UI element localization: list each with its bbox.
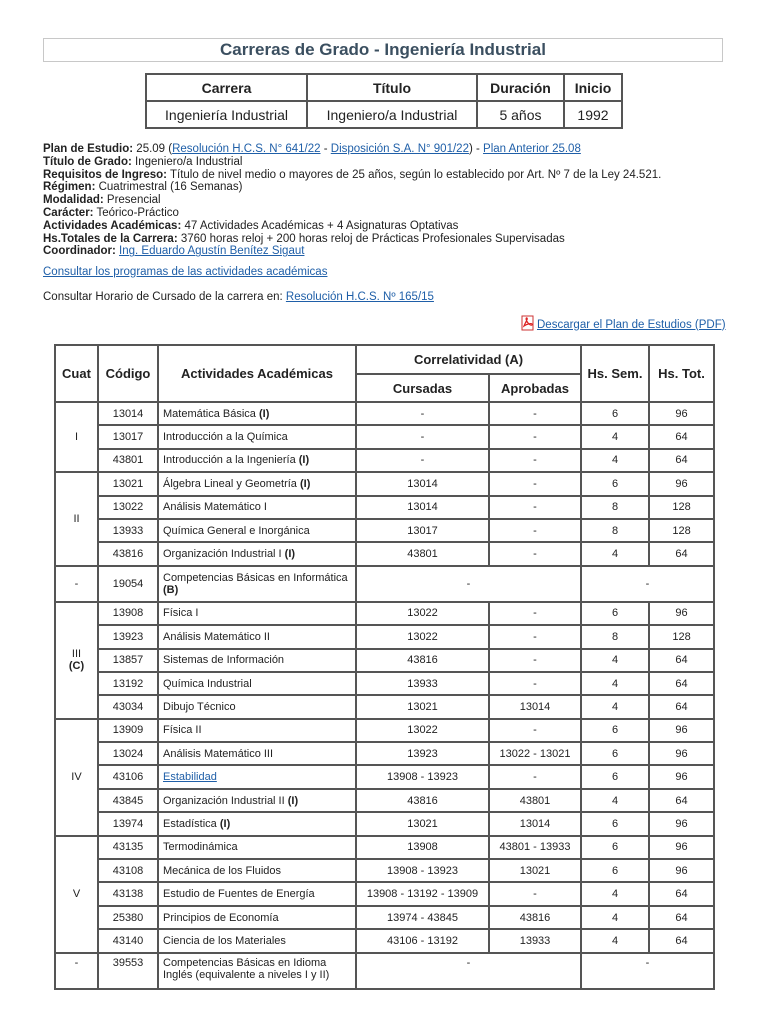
- info-coordinador: Coordinador: Ing. Eduardo Agustín Benítez Sigaut: [43, 245, 305, 258]
- table-row: [55, 425, 714, 448]
- cuat-cell: V: [55, 836, 98, 953]
- table-row: [55, 566, 714, 602]
- codigo-cell: 13933: [98, 519, 158, 542]
- cuat-cell: I: [55, 402, 98, 472]
- actividad-cell: Estudio de Fuentes de Energía: [158, 882, 356, 905]
- hs-sem-cell: 6: [581, 742, 649, 765]
- programas-line: [43, 266, 327, 278]
- hs-tot-cell: 128: [649, 625, 714, 648]
- info-actividades: Actividades Académicas: 47 Actividades Académicas + 4 Asignaturas Optativas: [43, 219, 459, 232]
- cursadas-cell: -: [356, 425, 489, 448]
- hs-tot-cell: 128: [649, 496, 714, 519]
- cursadas-cell: 13017: [356, 519, 489, 542]
- table-row: [55, 649, 714, 672]
- codigo-cell: 25380: [98, 906, 158, 929]
- codigo-cell: 13022: [98, 496, 158, 519]
- actividad-cell: Dibujo Técnico: [158, 695, 356, 718]
- aprobadas-cell: -: [489, 765, 581, 788]
- table-row: [55, 719, 714, 742]
- hs-sem-cell: 4: [581, 695, 649, 718]
- actividad-cell: Organización Industrial II (I): [158, 789, 356, 812]
- hs-sem-cell: 6: [581, 765, 649, 788]
- table-row: [55, 742, 714, 765]
- cuat-cell: IV: [55, 719, 98, 836]
- header-hs-tot: Hs. Tot.: [649, 345, 714, 402]
- hs-tot-cell: 96: [649, 812, 714, 835]
- table-row: [55, 906, 714, 929]
- hs-sem-cell: 4: [581, 542, 649, 565]
- aprobadas-cell: 13022 - 13021: [489, 742, 581, 765]
- codigo-cell: 13192: [98, 672, 158, 695]
- hs-sem-cell: 4: [581, 906, 649, 929]
- table-row: [55, 836, 714, 859]
- codigo-cell: 43801: [98, 449, 158, 472]
- aprobadas-cell: -: [489, 402, 581, 425]
- aprobadas-cell: -: [489, 719, 581, 742]
- cursadas-cell: 13021: [356, 695, 489, 718]
- pdf-download[interactable]: [520, 315, 726, 334]
- info-titulo: Título de Grado: Ingeniero/a Industrial: [43, 155, 243, 168]
- horario-line: Consultar Horario de Cursado de la carrera en: Resolución H.C.S. Nº 165/15: [43, 291, 434, 303]
- hs-tot-cell: 96: [649, 402, 714, 425]
- page-title-box: [43, 38, 723, 62]
- cursadas-cell: 13908: [356, 836, 489, 859]
- cursadas-cell: 13933: [356, 672, 489, 695]
- codigo-cell: 43140: [98, 929, 158, 952]
- actividad-cell: Ciencia de los Materiales: [158, 929, 356, 952]
- hs-tot-cell: 64: [649, 906, 714, 929]
- aprobadas-cell: -: [489, 649, 581, 672]
- coordinador-link[interactable]: Ing. Eduardo Agustín Benítez Sigaut: [119, 245, 305, 258]
- hs-sem-cell: 6: [581, 719, 649, 742]
- table-row: [55, 496, 714, 519]
- header-actividades: Actividades Académicas: [158, 345, 356, 402]
- hs-tot-cell: 64: [649, 929, 714, 952]
- hs-tot-cell: 96: [649, 836, 714, 859]
- cursadas-cell: -: [356, 449, 489, 472]
- table-row: [55, 859, 714, 882]
- header-aprobadas: Aprobadas: [489, 374, 581, 402]
- codigo-cell: 13014: [98, 402, 158, 425]
- actividad-cell: Análisis Matemático I: [158, 496, 356, 519]
- table-row: [55, 882, 714, 905]
- horas-cell: -: [581, 566, 714, 602]
- table-row: [55, 402, 714, 425]
- codigo-cell: 13024: [98, 742, 158, 765]
- codigo-cell: 13923: [98, 625, 158, 648]
- info-caracter: Carácter: Teórico-Práctico: [43, 206, 179, 219]
- actividad-cell: Álgebra Lineal y Geometría (I): [158, 472, 356, 495]
- cuat-cell: III (C): [55, 602, 98, 719]
- aprobadas-cell: -: [489, 625, 581, 648]
- correlatividad-cell: -: [356, 566, 581, 602]
- hs-sem-cell: 4: [581, 789, 649, 812]
- codigo-cell: 43816: [98, 542, 158, 565]
- actividad-cell: Sistemas de Información: [158, 649, 356, 672]
- codigo-cell: 13908: [98, 602, 158, 625]
- cursadas-cell: 43816: [356, 789, 489, 812]
- cursadas-cell: 13974 - 43845: [356, 906, 489, 929]
- actividad-cell: Principios de Economía: [158, 906, 356, 929]
- horario-resolucion-link[interactable]: Resolución H.C.S. Nº 165/15: [285, 291, 434, 303]
- actividad-cell: Física I: [158, 602, 356, 625]
- aprobadas-cell: 13014: [489, 812, 581, 835]
- cursadas-cell: -: [356, 402, 489, 425]
- table-row: [55, 472, 714, 495]
- cuat-cell: II: [55, 472, 98, 566]
- summary-header-duracion: Duración: [477, 74, 564, 101]
- hs-sem-cell: 6: [581, 472, 649, 495]
- codigo-cell: 43034: [98, 695, 158, 718]
- hs-sem-cell: 6: [581, 859, 649, 882]
- career-info: [43, 143, 743, 258]
- actividad-cell: Análisis Matemático III: [158, 742, 356, 765]
- plan-anterior-link[interactable]: Plan Anterior 25.08: [483, 143, 581, 155]
- table-row: [55, 519, 714, 542]
- cursadas-cell: 13021: [356, 812, 489, 835]
- table-row: [55, 953, 714, 989]
- actividad-cell: [158, 765, 356, 788]
- aprobadas-cell: -: [489, 472, 581, 495]
- hs-tot-cell: 64: [649, 449, 714, 472]
- aprobadas-cell: 43801: [489, 789, 581, 812]
- summary-header-titulo: Título: [307, 74, 477, 101]
- table-row: [55, 929, 714, 952]
- actividad-cell: Química Industrial: [158, 672, 356, 695]
- aprobadas-cell: 13014: [489, 695, 581, 718]
- actividad-cell: Organización Industrial I (I): [158, 542, 356, 565]
- summary-header-carrera: Carrera: [146, 74, 307, 101]
- actividad-cell: Análisis Matemático II: [158, 625, 356, 648]
- cursadas-cell: 13923: [356, 742, 489, 765]
- summary-carrera: Ingeniería Industrial: [146, 101, 307, 128]
- actividad-cell: Estadística (I): [158, 812, 356, 835]
- cursadas-cell: 13022: [356, 602, 489, 625]
- table-row: [55, 672, 714, 695]
- aprobadas-cell: -: [489, 449, 581, 472]
- codigo-cell: 13017: [98, 425, 158, 448]
- hs-tot-cell: 64: [649, 649, 714, 672]
- table-row: [55, 812, 714, 835]
- cursadas-cell: 43106 - 13192: [356, 929, 489, 952]
- hs-tot-cell: 128: [649, 519, 714, 542]
- aprobadas-cell: -: [489, 882, 581, 905]
- cursadas-cell: 13908 - 13923: [356, 765, 489, 788]
- hs-sem-cell: 6: [581, 402, 649, 425]
- hs-sem-cell: 4: [581, 929, 649, 952]
- actividad-cell: Mecánica de los Fluidos: [158, 859, 356, 882]
- actividad-cell: Termodinámica: [158, 836, 356, 859]
- hs-sem-cell: 4: [581, 649, 649, 672]
- info-horas: Hs.Totales de la Carrera: 3760 horas reloj + 200 horas reloj de Prácticas Profesionales Supervisadas: [43, 232, 565, 245]
- horas-cell: -: [581, 953, 714, 989]
- header-cursadas: Cursadas: [356, 374, 489, 402]
- hs-tot-cell: 64: [649, 789, 714, 812]
- header-hs-sem: Hs. Sem.: [581, 345, 649, 402]
- info-requisitos: Requisitos de Ingreso: Título de nivel medio o mayores de 25 años, según lo establecido por Art. Nº 7 de la Ley 24.521.: [43, 168, 662, 181]
- actividad-cell: Introducción a la Ingeniería (I): [158, 449, 356, 472]
- aprobadas-cell: 43816: [489, 906, 581, 929]
- estabilidad-link[interactable]: Estabilidad: [163, 771, 217, 784]
- hs-tot-cell: 96: [649, 859, 714, 882]
- codigo-cell: 43106: [98, 765, 158, 788]
- cursadas-cell: 13022: [356, 625, 489, 648]
- hs-sem-cell: 4: [581, 449, 649, 472]
- codigo-cell: 13909: [98, 719, 158, 742]
- programas-link[interactable]: Consultar los programas de las actividades académicas: [43, 266, 328, 278]
- actividad-cell: Matemática Básica (I): [158, 402, 356, 425]
- summary-titulo: Ingeniero/a Industrial: [307, 101, 477, 128]
- summary-header-inicio: Inicio: [564, 74, 622, 101]
- hs-sem-cell: 4: [581, 882, 649, 905]
- info-regimen: Régimen: Cuatrimestral (16 Semanas): [43, 181, 243, 194]
- aprobadas-cell: -: [489, 602, 581, 625]
- info-modalidad: Modalidad: Presencial: [43, 194, 161, 207]
- cuat-cell: -: [55, 566, 98, 602]
- hs-tot-cell: 64: [649, 425, 714, 448]
- aprobadas-cell: -: [489, 672, 581, 695]
- page-title: Carreras de Grado - Ingeniería Industrial: [220, 40, 546, 59]
- table-row: [55, 542, 714, 565]
- hs-tot-cell: 64: [649, 542, 714, 565]
- codigo-cell: 13857: [98, 649, 158, 672]
- hs-tot-cell: 96: [649, 742, 714, 765]
- table-row: [55, 625, 714, 648]
- actividad-cell: Competencias Básicas en Informática (B): [158, 566, 356, 602]
- hs-sem-cell: 8: [581, 496, 649, 519]
- aprobadas-cell: -: [489, 496, 581, 519]
- header-correlatividad: Correlatividad (A): [356, 345, 581, 374]
- hs-sem-cell: 8: [581, 519, 649, 542]
- pdf-icon: [520, 315, 537, 334]
- table-row: [55, 695, 714, 718]
- cursadas-cell: 43801: [356, 542, 489, 565]
- cursadas-cell: 43816: [356, 649, 489, 672]
- hs-tot-cell: 64: [649, 882, 714, 905]
- info-plan: Plan de Estudio: 25.09 (Resolución H.C.S. N° 641/22 - Disposición S.A. N° 901/22) - Plan Anterior 25.08: [43, 143, 581, 155]
- aprobadas-cell: -: [489, 425, 581, 448]
- codigo-cell: 39553: [98, 953, 158, 989]
- actividad-cell: Química General e Inorgánica: [158, 519, 356, 542]
- cuat-cell: -: [55, 953, 98, 989]
- hs-tot-cell: 64: [649, 695, 714, 718]
- cursadas-cell: 13014: [356, 472, 489, 495]
- codigo-cell: 43135: [98, 836, 158, 859]
- study-plan-table: [54, 344, 715, 990]
- pdf-download-link[interactable]: Descargar el Plan de Estudios (PDF): [537, 318, 726, 331]
- header-cuat: Cuat: [55, 345, 98, 402]
- correlatividad-cell: -: [356, 953, 581, 989]
- hs-sem-cell: 6: [581, 836, 649, 859]
- aprobadas-cell: 13933: [489, 929, 581, 952]
- codigo-cell: 13021: [98, 472, 158, 495]
- hs-tot-cell: 64: [649, 672, 714, 695]
- summary-inicio: 1992: [564, 101, 622, 128]
- table-row: [55, 449, 714, 472]
- hs-tot-cell: 96: [649, 472, 714, 495]
- hs-sem-cell: 4: [581, 425, 649, 448]
- table-row: [55, 765, 714, 788]
- actividad-cell: Introducción a la Química: [158, 425, 356, 448]
- disposicion-901-link[interactable]: Disposición S.A. N° 901/22: [330, 143, 469, 155]
- summary-duracion: 5 años: [477, 101, 564, 128]
- codigo-cell: 43845: [98, 789, 158, 812]
- hs-sem-cell: 6: [581, 812, 649, 835]
- cursadas-cell: 13908 - 13192 - 13909: [356, 882, 489, 905]
- table-row: [55, 789, 714, 812]
- table-row: [55, 602, 714, 625]
- resolucion-641-link[interactable]: Resolución H.C.S. N° 641/22: [172, 143, 321, 155]
- codigo-cell: 43108: [98, 859, 158, 882]
- hs-sem-cell: 6: [581, 602, 649, 625]
- cursadas-cell: 13022: [356, 719, 489, 742]
- hs-tot-cell: 96: [649, 602, 714, 625]
- aprobadas-cell: 13021: [489, 859, 581, 882]
- header-codigo: Código: [98, 345, 158, 402]
- hs-sem-cell: 4: [581, 672, 649, 695]
- hs-tot-cell: 96: [649, 719, 714, 742]
- cursadas-cell: 13908 - 13923: [356, 859, 489, 882]
- codigo-cell: 13974: [98, 812, 158, 835]
- hs-sem-cell: 8: [581, 625, 649, 648]
- actividad-cell: Física II: [158, 719, 356, 742]
- hs-tot-cell: 96: [649, 765, 714, 788]
- cursadas-cell: 13014: [356, 496, 489, 519]
- actividad-cell: Competencias Básicas en Idioma Inglés (equivalente a niveles I y II): [158, 953, 356, 989]
- codigo-cell: 19054: [98, 566, 158, 602]
- aprobadas-cell: 43801 - 13933: [489, 836, 581, 859]
- aprobadas-cell: -: [489, 519, 581, 542]
- codigo-cell: 43138: [98, 882, 158, 905]
- aprobadas-cell: -: [489, 542, 581, 565]
- career-summary-table: [145, 73, 623, 129]
